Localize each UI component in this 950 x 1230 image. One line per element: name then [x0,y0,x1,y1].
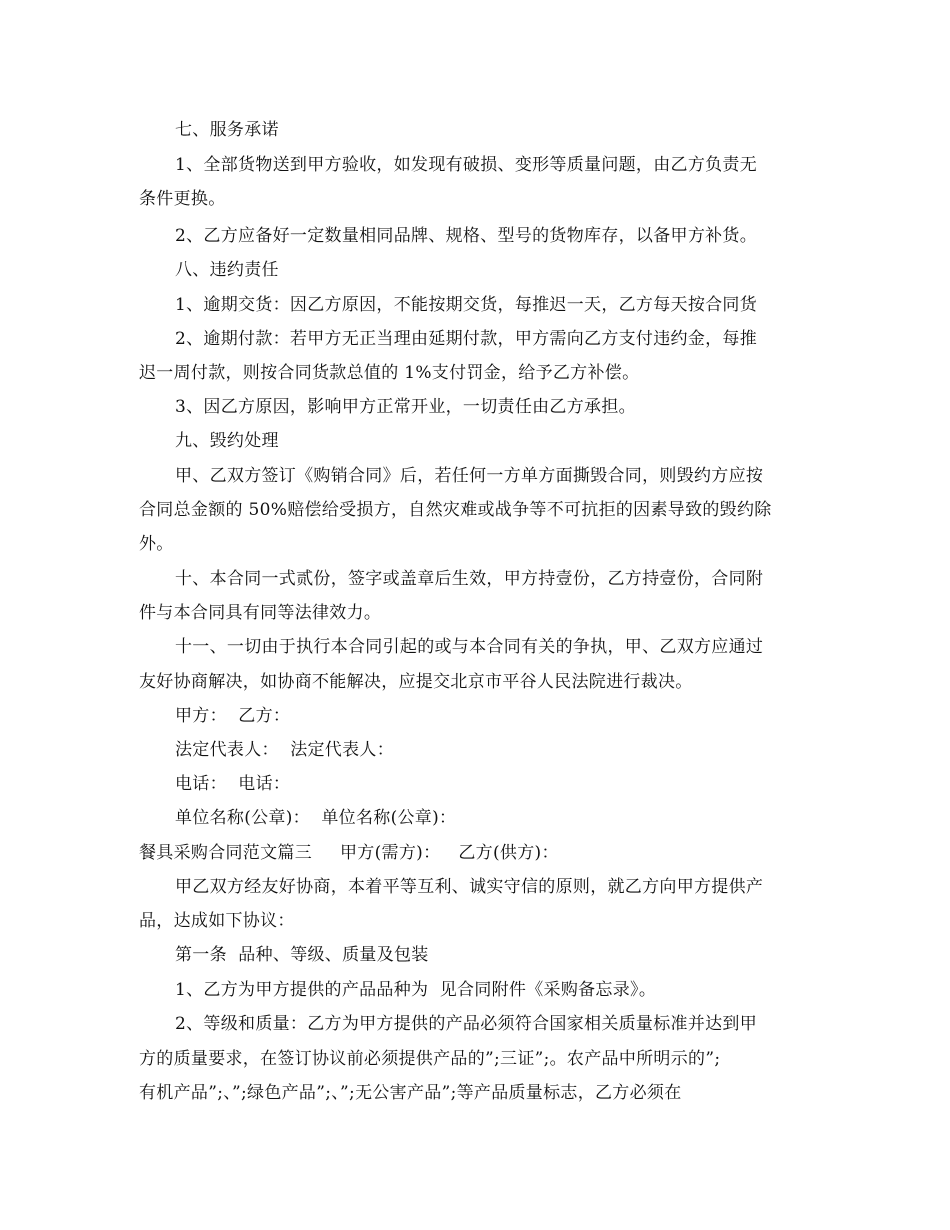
section-heading-service: 七、服务承诺 [175,120,279,140]
paragraph-line: 件与本合同具有同等法律效力。 [139,603,382,623]
paragraph-line: 3、因乙方原因，影响甲方正常开业，一切责任由乙方承担。 [175,397,636,417]
paragraph-line: 2、乙方应备好一定数量相同品牌、规格、型号的货物库存，以备甲方补货。 [175,226,758,246]
paragraph-line: 方的质量要求，在签订协议前必须提供产品的”;三证”;。农产品中所明示的”; [139,1049,721,1069]
paragraph-line: 合同总金额的 50%赔偿给受损方，自然灾难或战争等不可抗拒的因素导致的毁约除 [139,500,772,520]
paragraph-line: 2、等级和质量：乙方为甲方提供的产品必须符合国家相关质量标准并达到甲 [175,1014,758,1034]
paragraph-line: 1、全部货物送到甲方验收，如发现有破损、变形等质量问题，由乙方负责无 [175,155,758,175]
section-heading-cancellation: 九、毁约处理 [175,431,279,451]
section-heading-breach: 八、违约责任 [175,260,279,280]
paragraph-line: 外。 [139,534,174,554]
party-b-label: 乙方(供方)： [458,843,559,863]
paragraph-line: 甲、乙双方签订《购销合同》后，若任何一方单方面撕毁合同，则毁约方应按 [175,466,764,486]
signature-seal-line: 单位名称(公章)： 单位名称(公章)： [175,808,457,828]
paragraph-line: 品，达成如下协议： [139,911,295,931]
paragraph-line: 十、本合同一式贰份，签字或盖章后生效，甲方持壹份，乙方持壹份，合同附 [175,569,764,589]
signature-phone-line: 电话： 电话： [175,774,291,794]
paragraph-line: 甲乙双方经友好协商，本着平等互利、诚实守信的原则，就乙方向甲方提供产 [175,877,764,897]
section-title: 餐具采购合同范文篇三 [139,843,312,863]
section-title-line [139,843,819,863]
paragraph-line: 有机产品”;、”;绿色产品”;、”;无公害产品”;等产品质量标志，乙方必须在 [139,1083,682,1103]
paragraph-line: 十一、一切由于执行本合同引起的或与本合同有关的争执，甲、乙双方应通过 [175,637,764,657]
paragraph-line: 友好协商解决，如协商不能解决，应提交北京市平谷人民法院进行裁决。 [139,672,693,692]
paragraph-line: 1、逾期交货：因乙方原因，不能按期交货，每推迟一天，乙方每天按合同货 [175,295,758,315]
signature-party-line: 甲方： 乙方： [175,706,291,726]
paragraph-line: 迟一周付款，则按合同货款总值的 1%支付罚金，给予乙方补偿。 [139,363,640,383]
party-a-label: 甲方(需方)： [340,843,441,863]
article-heading: 第一条 品种、等级、质量及包装 [175,945,429,965]
paragraph-line: 1、乙方为甲方提供的产品品种为 见合同附件《采购备忘录》。 [175,980,657,1000]
signature-representative-line: 法定代表人： 法定代表人： [175,740,395,760]
paragraph-line: 2、逾期付款：若甲方无正当理由延期付款，甲方需向乙方支付违约金，每推 [175,329,758,349]
paragraph-line: 条件更换。 [139,189,226,209]
